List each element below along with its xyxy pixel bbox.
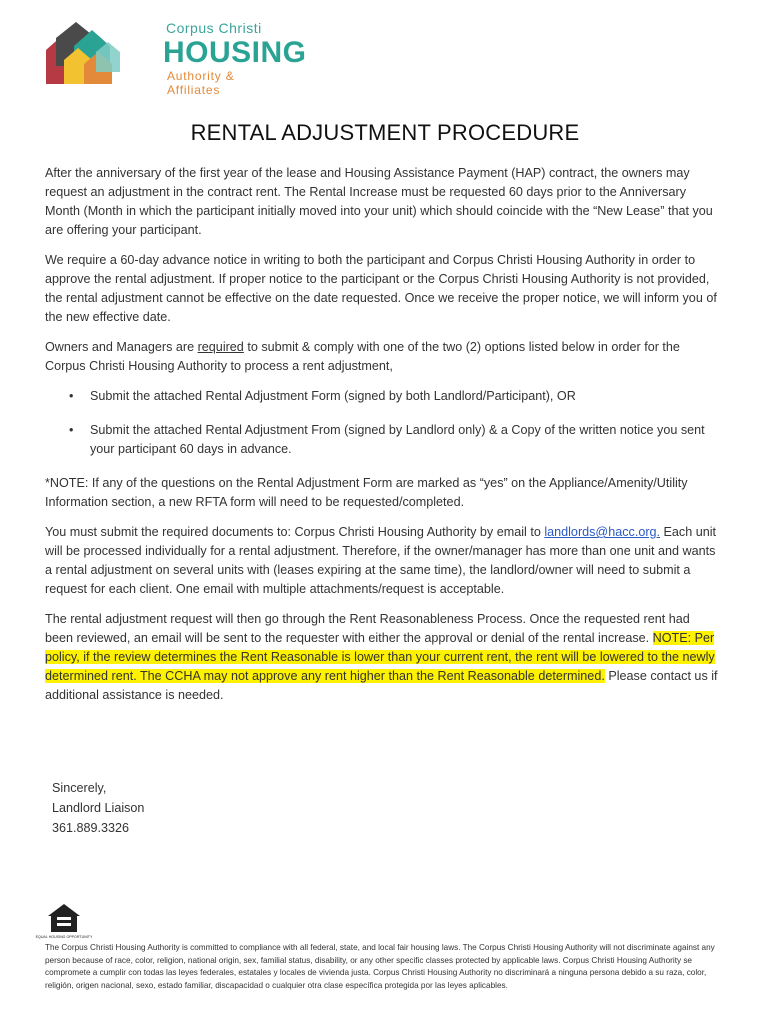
housing-authority-logo: [44, 16, 307, 97]
equal-housing-icon: [35, 902, 93, 940]
signature-block: [52, 778, 144, 838]
page-title: RENTAL ADJUSTMENT PROCEDURE: [190, 120, 580, 145]
highlighted-policy-note: NOTE: Per policy, if the review determines the Rent Reasonable is lower than your current rent, the rent will be lowered to the newly determined rent. The CCHA may not approve any rent higher than the Rent Reasonable determined.: [45, 631, 715, 683]
signer-name: Landlord Liaison: [52, 801, 145, 815]
phone-number: 361.889.3326: [52, 821, 130, 835]
email-link[interactable]: landlords@hacc.org.: [544, 525, 661, 539]
logo-line-affiliates: Authority & Affiliates: [167, 69, 235, 97]
paragraph-anniversary: After the anniversary of the first year of the lease and Housing Assistance Payment (HAP) contract, the owners may request an adjustment in the contract rent. The Rental Increase must be requested 60 days prior to the Anniversary Month (Month in which the participant initially moved into your unit) which should coincide with the “New Lease” that you are offering your participant.: [45, 166, 713, 237]
logo-line-housing: HOUSING: [163, 36, 307, 69]
houses-logo-icon: [44, 16, 160, 92]
fair-housing-statement: The Corpus Christi Housing Authority is committed to compliance with all federal, state, and local fair housing laws. The Corpus Christi Housing Authority will not discriminate against any person because of race, color, religion, national origin, sex, familial status, disability, or any other specific classes protected by applicable laws. Corpus Christi Housing Authority se compromete a cumplir con todas las leyes federales, estatales y locales de vivienda justa. Corpus Christi Housing Authority no discriminará a ninguna persona debido a su raza, color, religión, origen nacional, sexo, estado familiar, discapacidad o cualquier otra clase específica protegida por las leyes aplicables.: [45, 943, 715, 990]
paragraph-submit: You must submit the required documents to: Corpus Christi Housing Authority by email to landlords@hacc.org. Each unit will be processed individually for a rental adjustment. Therefore, if the owner/manager has more than one unit and wants a rental adjustment on several units with (leases expiring at the same time), the landlord/owner will need to submit a request for each client. One email with multiple attachments/request is acceptable.: [45, 525, 717, 596]
required-underlined: required: [197, 340, 244, 354]
paragraph-advance-notice: We require a 60-day advance notice in writing to both the participant and Corpus Christi Housing Authority in order to approve the rental adjustment. If proper notice to the participant or the Corpus Christi Housing Authority is not provided, the rental adjustment cannot be effective on the date requested. Once we receive the proper notice, we will inform you of the new effective date.: [45, 253, 717, 324]
paragraph-note: *NOTE: If any of the questions on the Rental Adjustment Form are marked as “yes” on the Appliance/Amenity/Utility Information section, a new RFTA form will need to be requested/completed.: [45, 476, 688, 509]
paragraph-reasonableness: The rental adjustment request will then go through the Rent Reasonableness Process. Once the requested rent had been reviewed, an email will be sent to the requester with either the approval or denial of the rental increase. NOTE: Per policy, if the review determines the Rent Reasonable is lower than your current rent, the rent will be lowered to the newly determined rent. The CCHA may not approve any rent higher than the Rent Reasonable determined. Please contact us if additional assistance is needed.: [45, 612, 718, 702]
bullet-icon: •: [69, 423, 74, 437]
list-item: • Submit the attached Rental Adjustment Form (signed by both Landlord/Participant), OR: [45, 387, 720, 406]
equal-housing-opportunity-logo: [35, 902, 93, 945]
eho-label: EQUAL HOUSING OPPORTUNITY: [35, 935, 93, 939]
bullet-icon: •: [69, 389, 74, 403]
closing: Sincerely,: [52, 781, 107, 795]
list-item: • Submit the attached Rental Adjustment From (signed by Landlord only) & a Copy of the written notice you sent your participant 60 days in advance.: [69, 423, 705, 456]
options-list: [45, 387, 720, 459]
document-body: [45, 164, 720, 716]
logo-line-city: Corpus Christi: [166, 20, 262, 36]
paragraph-requirements: Owners and Managers are required to submit & comply with one of the two (2) options listed below in order for the Corpus Christi Housing Authority to process a rent adjustment,: [45, 340, 680, 373]
